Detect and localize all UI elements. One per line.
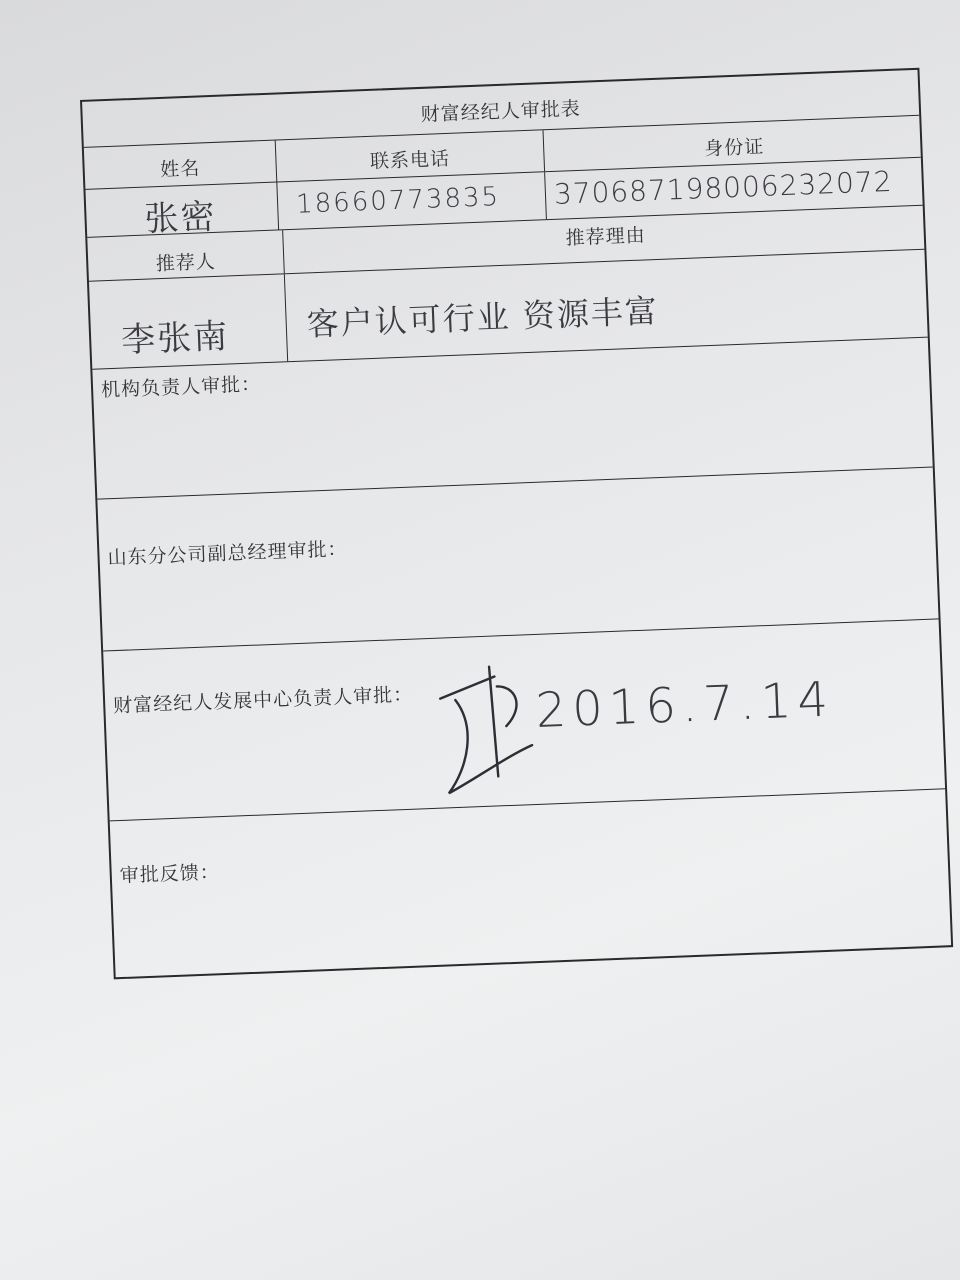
value-recommender-cell <box>89 274 288 368</box>
header-recommender-cell <box>87 230 285 280</box>
value-name: 张密 <box>143 196 218 240</box>
institution-approval-label: 机构负责人审批： <box>100 373 262 402</box>
header-reason: 推荐理由 <box>565 224 647 250</box>
value-phone: 18660773835 <box>295 181 501 220</box>
value-recommender: 李张南 <box>120 316 230 361</box>
branch-deputy-approval-label: 山东分公司副总经理审批： <box>107 538 348 570</box>
center-approval-section <box>103 619 945 821</box>
feedback-label: 审批反馈： <box>119 861 221 888</box>
header-id-card: 身份证 <box>703 135 765 161</box>
value-name-cell <box>85 182 279 240</box>
header-name-cell <box>84 141 277 189</box>
center-approval-label: 财富经纪人发展中心负责人审批： <box>112 683 414 718</box>
header-recommender: 推荐人 <box>155 250 217 276</box>
feedback-section <box>110 789 952 981</box>
approver-signature <box>434 655 540 809</box>
value-reason: 客户认可行业 资源丰富 <box>306 291 660 344</box>
center-approval-date: 2016.7.14 <box>534 671 835 739</box>
form-title: 财富经纪人审批表 <box>420 97 582 126</box>
header-phone: 联系电话 <box>369 147 451 173</box>
approval-form <box>80 68 953 980</box>
header-name: 姓名 <box>159 157 201 181</box>
value-id-card: 370687198006232072 <box>553 164 894 211</box>
